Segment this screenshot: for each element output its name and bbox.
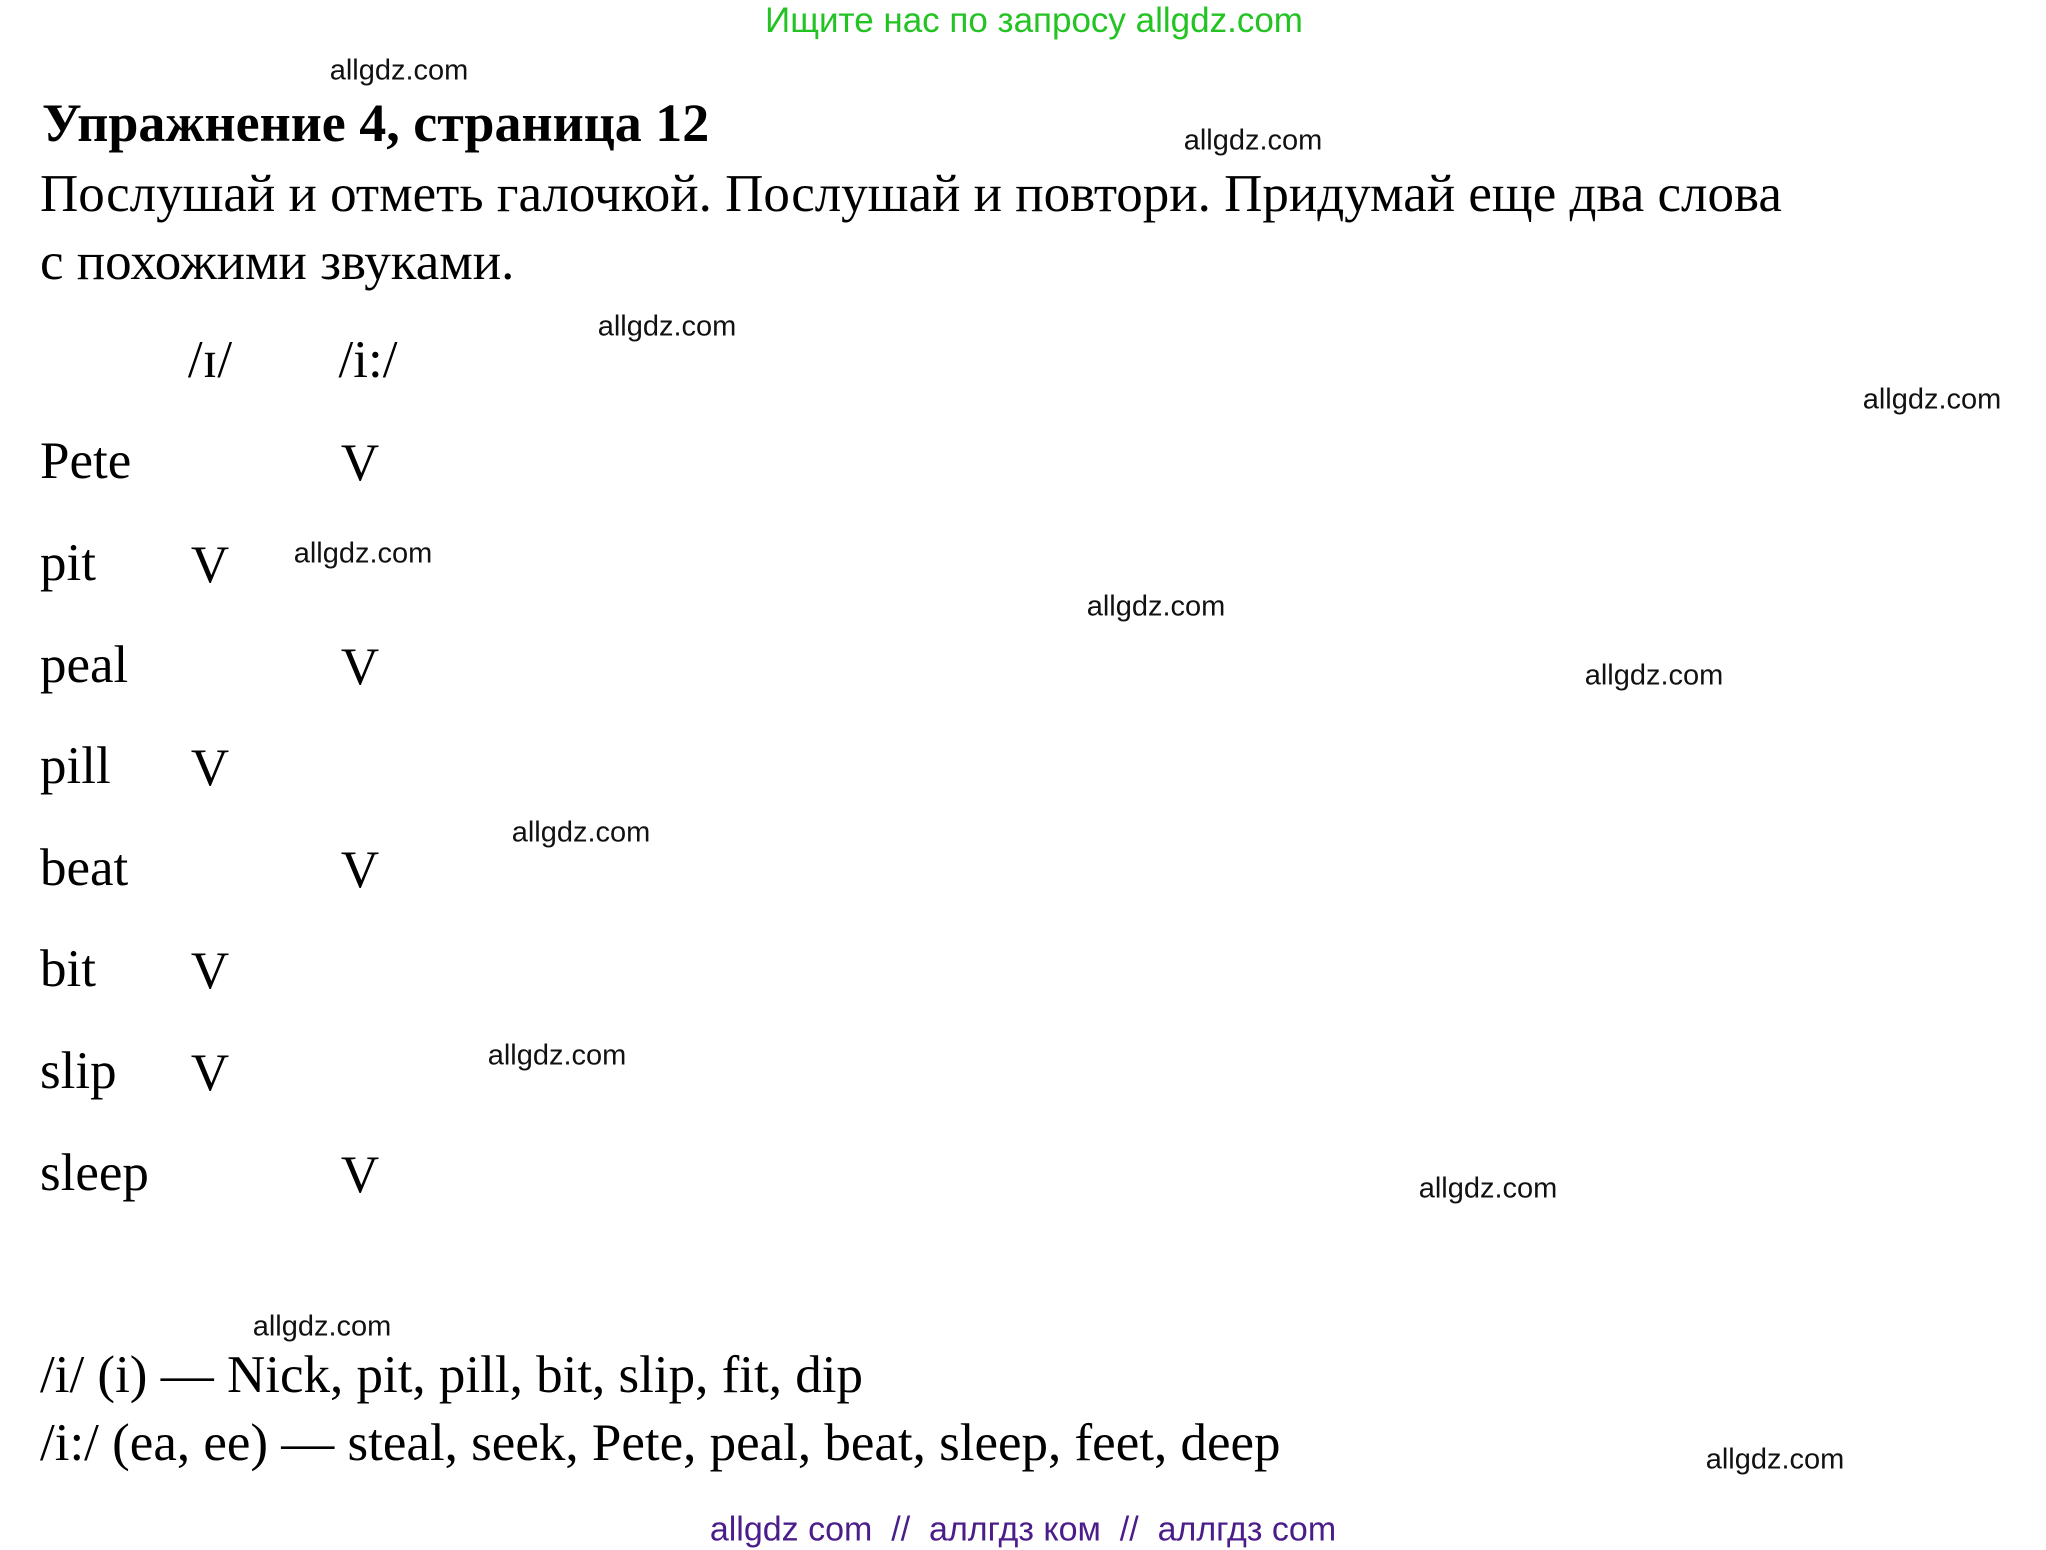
watermark-text: allgdz.com — [1862, 383, 2002, 416]
check-mark-short-i: V — [190, 536, 230, 594]
table-row-word: bit — [40, 940, 96, 998]
answer-line-long-i: /i:/ (ea, ee) — steal, seek, Pete, peal, beat, sleep, feet, deep — [40, 1414, 1281, 1472]
instruction-line-1: Послушай и отметь галочкой. Послушай и повтори. Придумай еще два слова — [40, 165, 1782, 223]
watermark-text: allgdz.com — [487, 1039, 627, 1072]
table-row-word: beat — [40, 839, 129, 897]
watermark-text: allgdz.com — [329, 54, 469, 87]
table-row-word: Pete — [40, 432, 132, 490]
watermark-text: allgdz.com — [511, 816, 651, 849]
watermark-text: allgdz.com — [1418, 1172, 1558, 1205]
table-row-word: pill — [40, 737, 111, 795]
page-title: Упражнение 4, страница 12 — [42, 93, 710, 153]
footer-watermark: allgdz com // аллгдз ком // аллгдз com — [709, 1510, 1337, 1549]
watermark-text: allgdz.com — [597, 310, 737, 343]
watermark-text: allgdz.com — [1086, 590, 1226, 623]
check-mark-short-i: V — [190, 1044, 230, 1102]
table-row-word: pit — [40, 534, 96, 592]
watermark-text: allgdz.com — [1183, 124, 1323, 157]
table-row-word: peal — [40, 636, 129, 694]
header-short-i: /ɪ/ — [187, 331, 233, 389]
answer-line-short-i: /i/ (i) — Nick, pit, pill, bit, slip, fit, dip — [40, 1346, 863, 1404]
check-mark-long-i: V — [340, 638, 380, 696]
check-mark-long-i: V — [340, 841, 380, 899]
header-long-i: /i:/ — [338, 331, 398, 389]
watermark-text: allgdz.com — [293, 537, 433, 570]
check-mark-short-i: V — [190, 739, 230, 797]
check-mark-long-i: V — [340, 434, 380, 492]
instruction-line-2: с похожими звуками. — [40, 233, 515, 291]
watermark-text: allgdz.com — [1705, 1443, 1845, 1476]
check-mark-short-i: V — [190, 942, 230, 1000]
watermark-text: allgdz.com — [252, 1310, 392, 1343]
check-mark-long-i: V — [340, 1146, 380, 1204]
table-row-word: sleep — [40, 1144, 149, 1202]
watermark-text: allgdz.com — [1584, 659, 1724, 692]
table-row-word: slip — [40, 1042, 117, 1100]
top-banner: Ищите нас по запросу allgdz.com — [765, 1, 1303, 40]
